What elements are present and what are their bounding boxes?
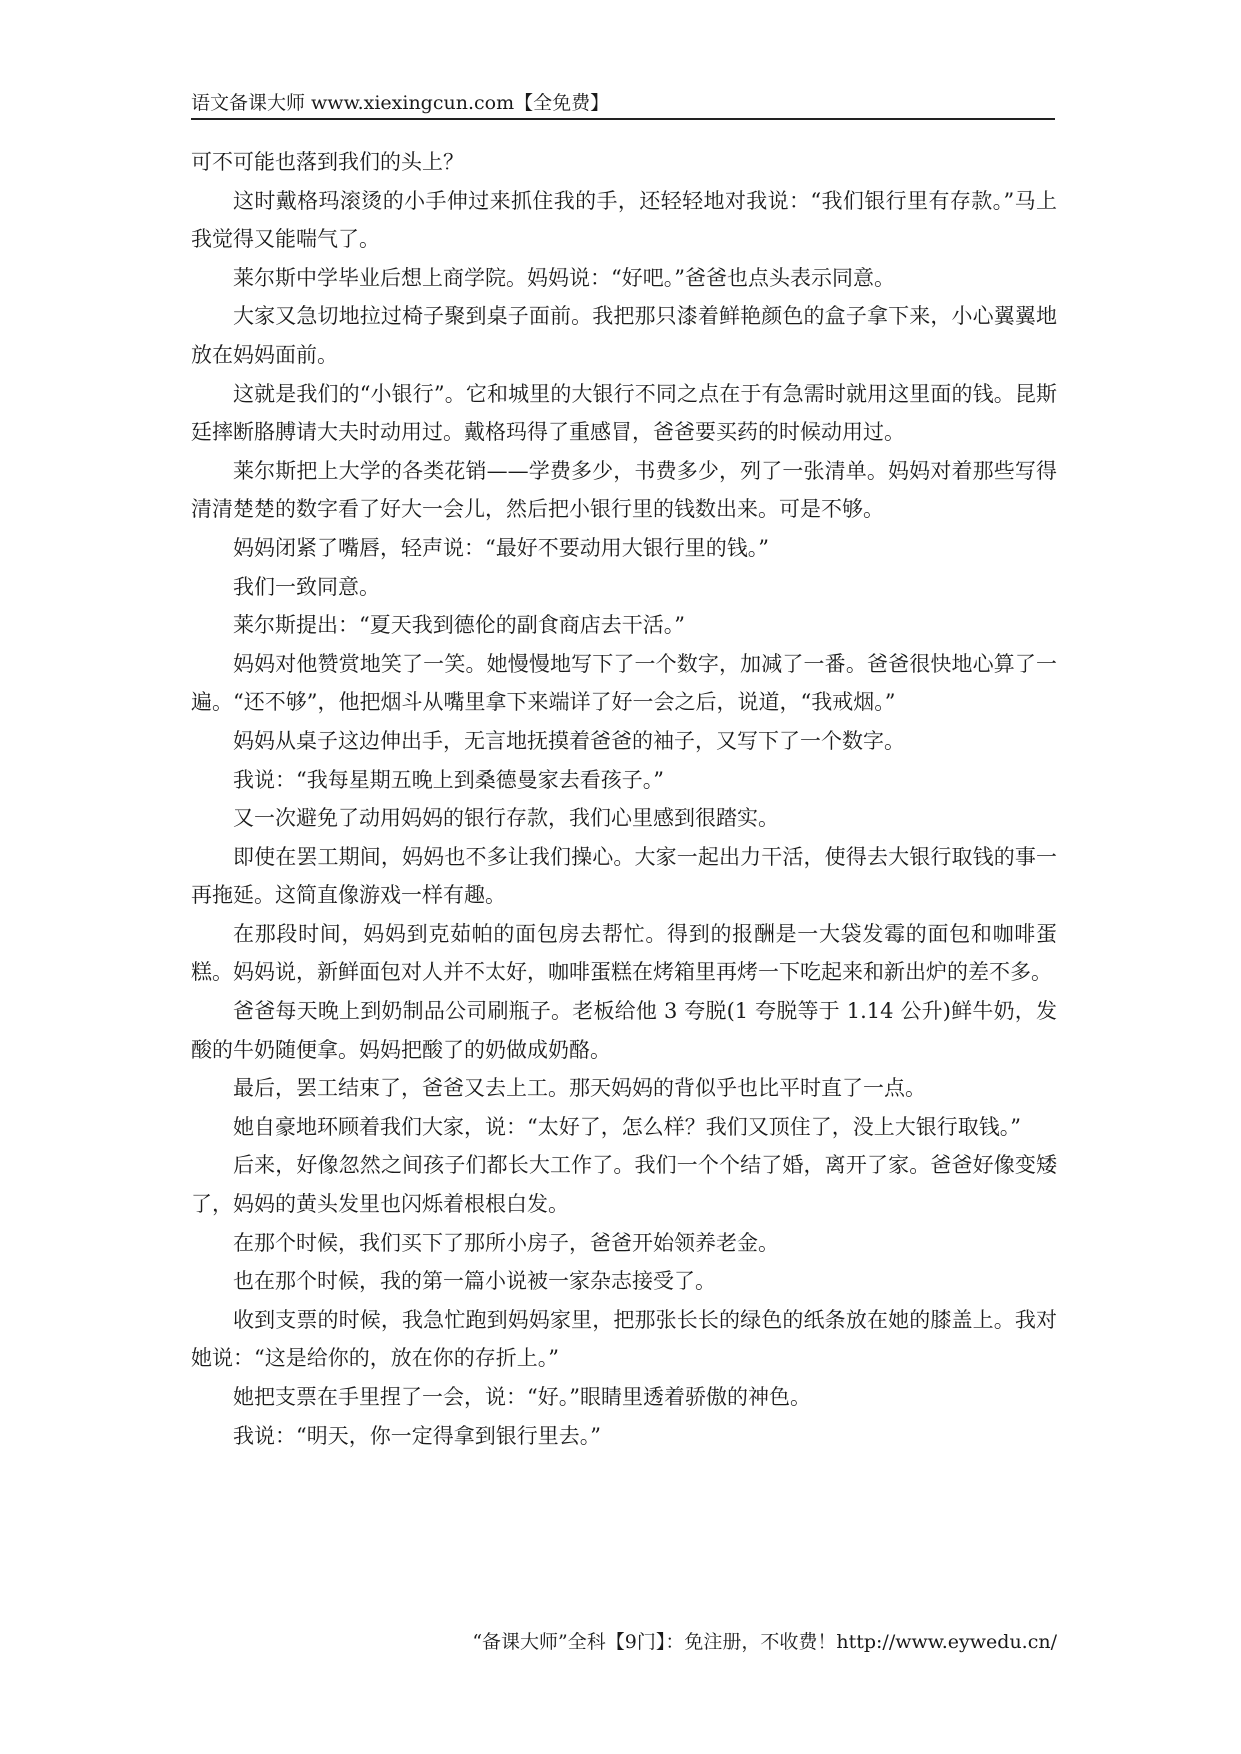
paragraph: 妈妈闭紧了嘴唇，轻声说：“最好不要动用大银行里的钱。”: [233, 535, 769, 560]
page-footer: “备课大师”全科【9门】：免注册，不收费！http://www.eywedu.cn/: [472, 1631, 1057, 1653]
header-divider: [191, 118, 1055, 120]
document-body: [191, 143, 1057, 1455]
paragraph: 我们一致同意。: [233, 574, 380, 599]
paragraph: 可不可能也落到我们的头上？: [191, 150, 464, 174]
paragraph: 莱尔斯提出：“夏天我到德伦的副食商店去干活。”: [233, 613, 685, 638]
paragraph: 收到支票的时候，我急忙跑到妈妈家里，把那张长长的绿色的纸条放在她的膝盖上。我对她说：“这是给你的，放在你的存折上。”: [191, 1307, 1057, 1371]
page-header: 语文备课大师 www.xiexingcun.com【全免费】: [191, 92, 610, 114]
paragraph: 在那个时候，我们买下了那所小房子，爸爸开始领养老金。: [233, 1230, 779, 1255]
paragraph: 我说：“明天，你一定得拿到银行里去。”: [233, 1423, 601, 1448]
paragraph: 妈妈对他赞赏地笑了一笑。她慢慢地写下了一个数字，加减了一番。爸爸很快地心算了一遍。“还不够”，他把烟斗从嘴里拿下来端详了好一会之后，说道，“我戒烟。”: [191, 651, 1057, 715]
paragraph: 爸爸每天晚上到奶制品公司刷瓶子。老板给他 3 夸脱(1 夸脱等于 1.14 公升)鲜牛奶，发酸的牛奶随便拿。妈妈把酸了的奶做成奶酪。: [191, 999, 1057, 1062]
paragraph: 妈妈从桌子这边伸出手，无言地抚摸着爸爸的袖子，又写下了一个数字。: [233, 728, 905, 753]
paragraph: 最后，罢工结束了，爸爸又去上工。那天妈妈的背似乎也比平时直了一点。: [233, 1076, 926, 1101]
paragraph: 莱尔斯中学毕业后想上商学院。妈妈说：“好吧。”爸爸也点头表示同意。: [233, 265, 895, 290]
paragraph: 在那段时间，妈妈到克茹帕的面包房去帮忙。得到的报酬是一大袋发霉的面包和咖啡蛋糕。妈妈说，新鲜面包对人并不太好，咖啡蛋糕在烤箱里再烤一下吃起来和新出炉的差不多。: [191, 921, 1057, 985]
paragraph: 她把支票在手里捏了一会，说：“好。”眼睛里透着骄傲的神色。: [233, 1385, 811, 1409]
paragraph: 她自豪地环顾着我们大家，说：“太好了，怎么样？我们又顶住了，没上大银行取钱。”: [233, 1114, 1021, 1139]
paragraph: 我说：“我每星期五晚上到桑德曼家去看孩子。”: [233, 767, 664, 792]
paragraph: 又一次避免了动用妈妈的银行存款，我们心里感到很踏实。: [233, 806, 779, 831]
paragraph: 大家又急切地拉过椅子聚到桌子面前。我把那只漆着鲜艳颜色的盒子拿下来，小心翼翼地放在妈妈面前。: [191, 304, 1057, 367]
paragraph: 莱尔斯把上大学的各类花销——学费多少，书费多少，列了一张清单。妈妈对着那些写得清清楚楚的数字看了好大一会儿，然后把小银行里的钱数出来。可是不够。: [191, 458, 1057, 522]
paragraph: 这就是我们的“小银行”。它和城里的大银行不同之点在于有急需时就用这里面的钱。昆斯廷摔断胳膊请大夫时动用过。戴格玛得了重感冒，爸爸要买药的时候动用过。: [191, 381, 1057, 445]
paragraph: 即使在罢工期间，妈妈也不多让我们操心。大家一起出力干活，使得去大银行取钱的事一再拖延。这简直像游戏一样有趣。: [191, 844, 1057, 908]
paragraph: 后来，好像忽然之间孩子们都长大工作了。我们一个个结了婚，离开了家。爸爸好像变矮了，妈妈的黄头发里也闪烁着根根白发。: [191, 1153, 1057, 1217]
paragraph: 也在那个时候，我的第一篇小说被一家杂志接受了。: [233, 1269, 716, 1294]
paragraph: 这时戴格玛滚烫的小手伸过来抓住我的手，还轻轻地对我说：“我们银行里有存款。”马上我觉得又能喘气了。: [191, 188, 1057, 252]
